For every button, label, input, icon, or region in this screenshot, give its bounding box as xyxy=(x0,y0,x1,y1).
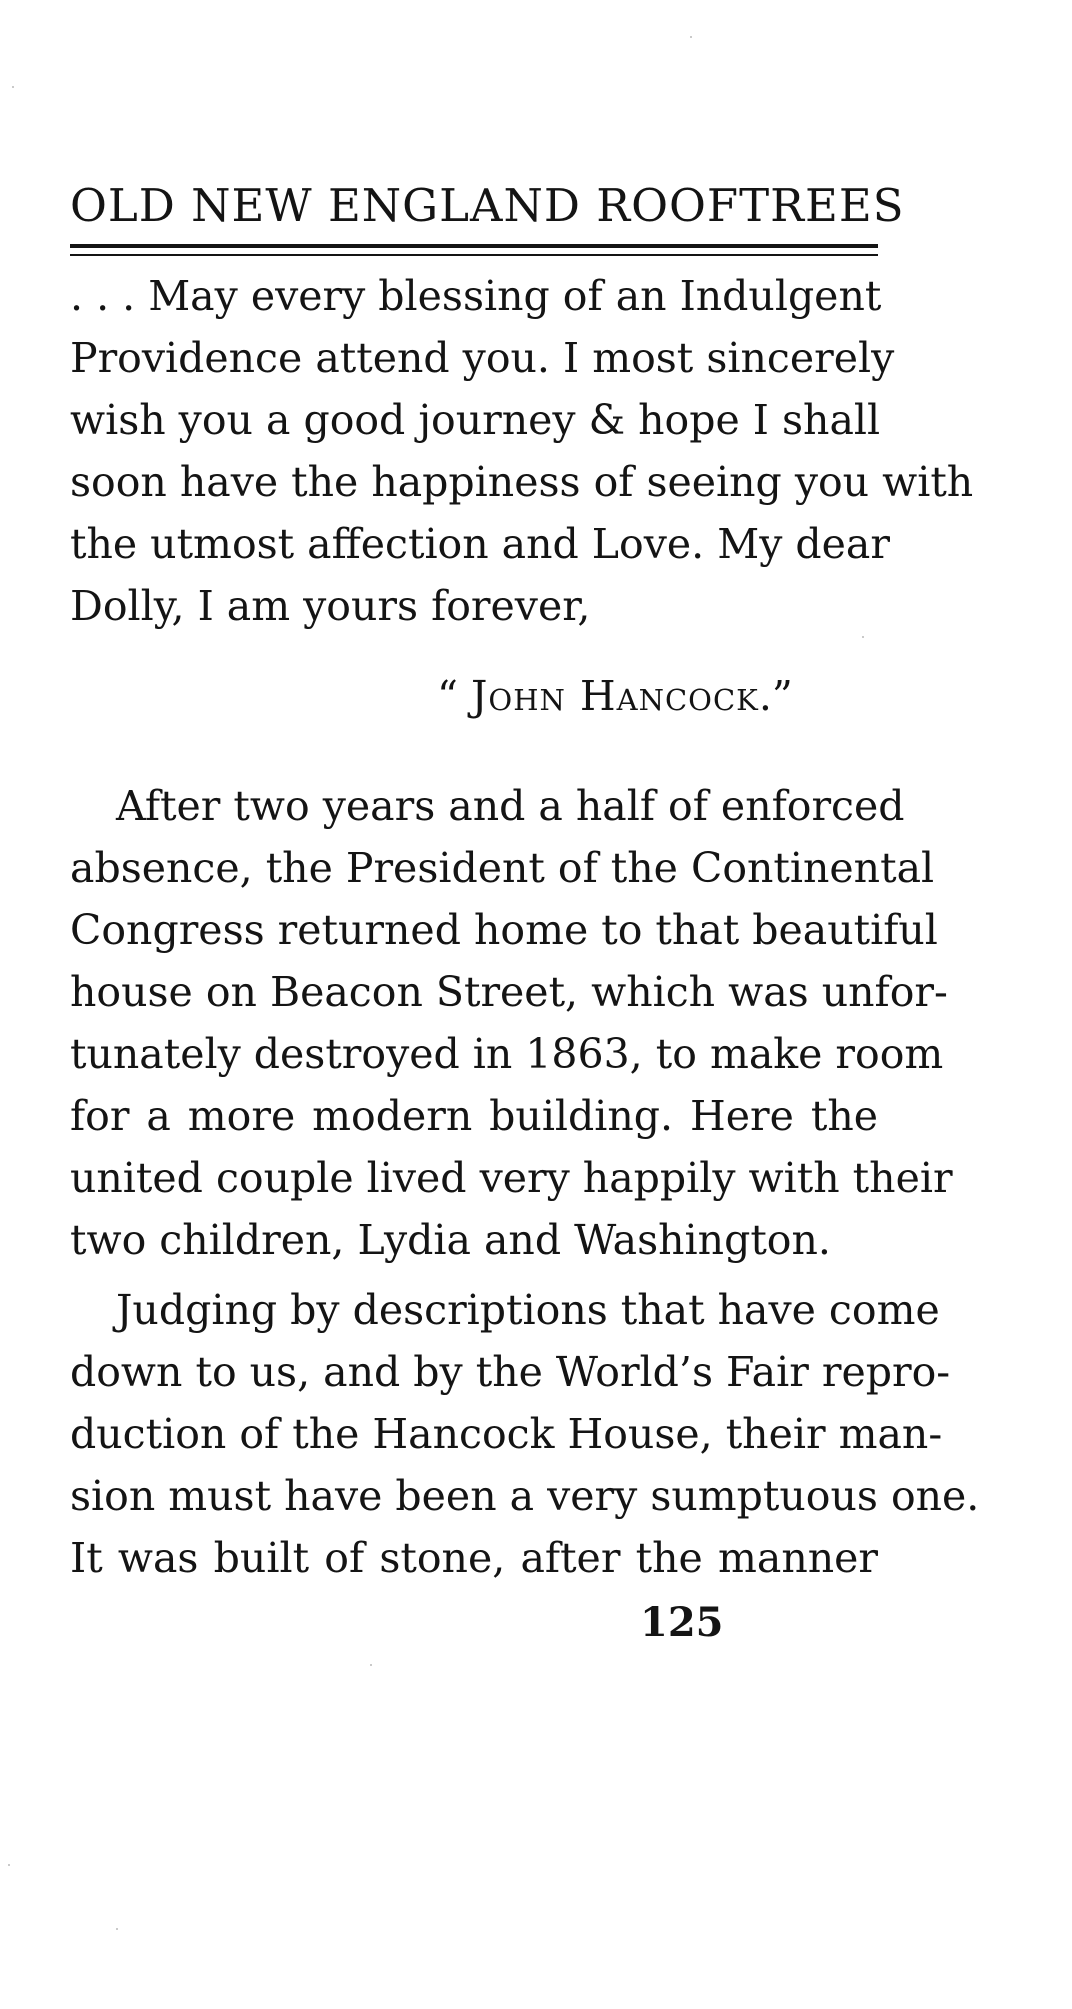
letter-line: . . . May every blessing of an Indulgent xyxy=(70,272,882,320)
paragraph-line: Judging by descriptions that have come xyxy=(116,1286,940,1334)
page-number: 125 xyxy=(640,1599,724,1646)
paper-speck xyxy=(690,36,692,38)
letter-line: Providence attend you. I most sincerely xyxy=(70,334,895,382)
paper-speck xyxy=(862,636,864,638)
letter-signature xyxy=(437,666,793,726)
paragraph-line: After two years and a half of enforced xyxy=(116,782,905,830)
paper-speck xyxy=(8,1864,10,1866)
header-rule-thick xyxy=(70,244,878,248)
paper-speck xyxy=(12,86,14,88)
paragraph-line: absence, the President of the Continental xyxy=(70,844,935,892)
paragraph-line: duction of the Hancock House, their man- xyxy=(70,1410,943,1458)
running-head: OLD NEW ENGLAND ROOFTREES xyxy=(70,179,905,232)
paragraph-line: two children, Lydia and Washington. xyxy=(70,1216,831,1264)
signature-close: .” xyxy=(758,672,793,720)
paragraph-line: down to us, and by the World’s Fair repro- xyxy=(70,1348,951,1396)
letter-line: Dolly, I am yours forever, xyxy=(70,582,591,630)
paragraph-line: It was built of stone, after the manner xyxy=(70,1534,878,1582)
paragraph-line: house on Beacon Street, which was unfor- xyxy=(70,968,948,1016)
letter-line: wish you a good journey & hope I shall xyxy=(70,396,881,444)
signature-name: John Hancock xyxy=(471,672,759,720)
paragraph-line: tunately destroyed in 1863, to make room xyxy=(70,1030,944,1078)
paper-speck xyxy=(370,1664,372,1666)
paragraph-line: united couple lived very happily with their xyxy=(70,1154,953,1202)
paragraph-line: Congress returned home to that beautiful xyxy=(70,906,938,954)
header-rule-thin xyxy=(70,254,878,256)
paragraph-line: sion must have been a very sumptuous one. xyxy=(70,1472,980,1520)
paper-speck xyxy=(116,1928,118,1930)
signature-open-quote: “ xyxy=(437,672,471,720)
letter-line: the utmost affection and Love. My dear xyxy=(70,520,890,568)
letter-line: soon have the happiness of seeing you with xyxy=(70,458,974,506)
paragraph-line: for a more modern building. Here the xyxy=(70,1092,878,1140)
